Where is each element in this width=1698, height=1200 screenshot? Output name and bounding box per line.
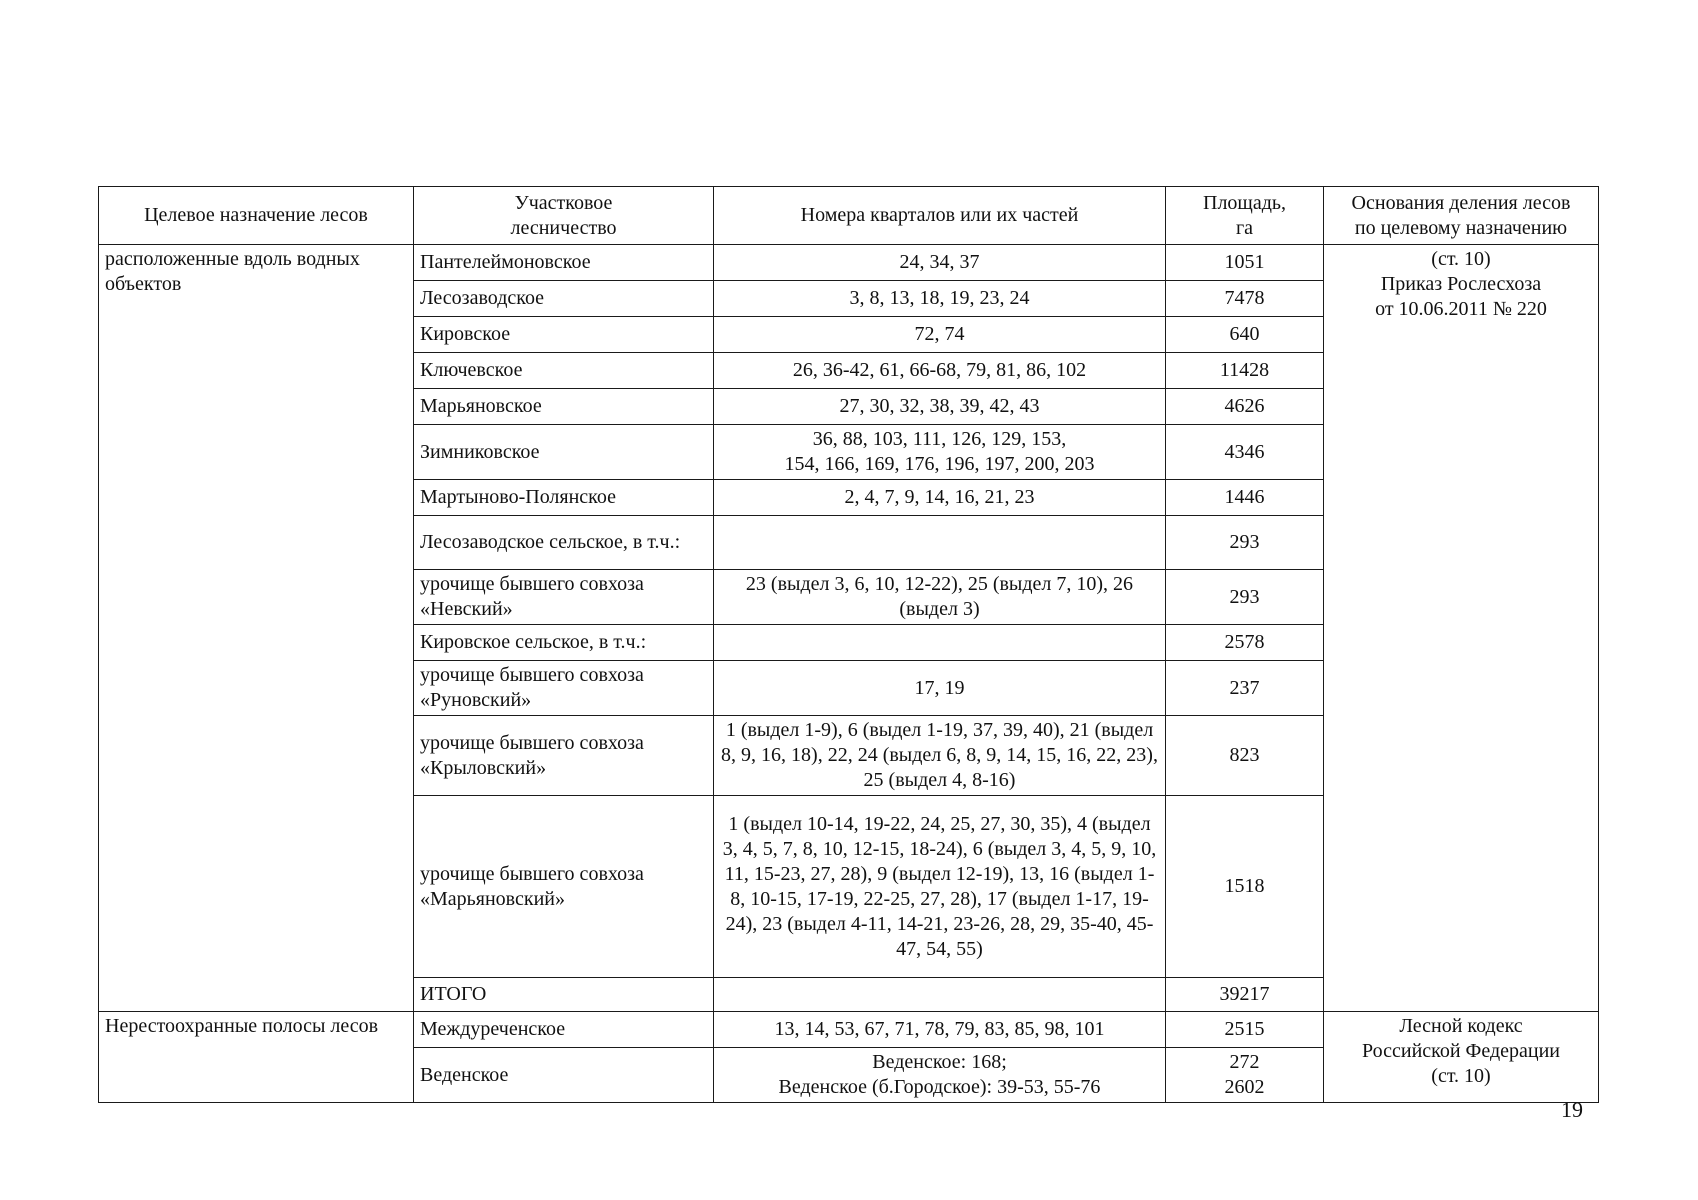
quarters-cell: 24, 34, 37 (714, 245, 1166, 281)
area-cell: 640 (1166, 317, 1324, 353)
header-area: Площадь, га (1166, 187, 1324, 245)
forestry-cell: урочище бывшего совхоза «Марьяновский» (414, 796, 714, 978)
quarters-cell: 26, 36-42, 61, 66-68, 79, 81, 86, 102 (714, 353, 1166, 389)
forestry-cell: Веденское (414, 1048, 714, 1103)
area-cell: 1518 (1166, 796, 1324, 978)
area-cell: 293 (1166, 570, 1324, 625)
header-forestry: Участковое лесничество (414, 187, 714, 245)
forestry-cell: Лесозаводское (414, 281, 714, 317)
page-number: 19 (1561, 1097, 1583, 1122)
area-cell: 7478 (1166, 281, 1324, 317)
header-quarters: Номера кварталов или их частей (714, 187, 1166, 245)
area-cell: 293 (1166, 516, 1324, 570)
area-cell: 4346 (1166, 425, 1324, 480)
forestry-cell: урочище бывшего совхоза «Невский» (414, 570, 714, 625)
forestry-cell: Пантелеймоновское (414, 245, 714, 281)
total-label: ИТОГО (414, 978, 714, 1012)
quarters-cell: 1 (выдел 10-14, 19-22, 24, 25, 27, 30, 35), 4 (выдел 3, 4, 5, 7, 8, 10, 12-15, 18-24), 6 (выдел 3, 4, 5, 9, 10, 11, 15-23, 27, 28), 9 (выдел 12-19), 13, 16 (выдел 1-8, 10-15, 17-19, 22-25, 27, 28), 17 (выдел 1-17, 19-24), 23 (выдел 4-11, 14-21, 23-26, 28, 29, 35-40, 45-47, 54, 55) (714, 796, 1166, 978)
area-cell: 4626 (1166, 389, 1324, 425)
area-cell: 272 2602 (1166, 1048, 1324, 1103)
quarters-cell: 36, 88, 103, 111, 126, 129, 153, 154, 166, 169, 176, 196, 197, 200, 203 (714, 425, 1166, 480)
total-area: 39217 (1166, 978, 1324, 1012)
forest-purpose-table (98, 186, 1599, 1103)
purpose-water-objects: расположенные вдоль водных объектов (99, 245, 414, 1012)
quarters-cell: 1 (выдел 1-9), 6 (выдел 1-19, 37, 39, 40), 21 (выдел 8, 9, 16, 18), 22, 24 (выдел 6, 8, 9, 14, 15, 16, 22, 23), 25 (выдел 4, 8-16) (714, 716, 1166, 796)
forestry-cell: Кировское сельское, в т.ч.: (414, 625, 714, 661)
area-cell: 2578 (1166, 625, 1324, 661)
table-row (99, 245, 1599, 281)
quarters-cell (714, 625, 1166, 661)
forestry-cell: урочище бывшего совхоза «Руновский» (414, 661, 714, 716)
area-cell: 1051 (1166, 245, 1324, 281)
forestry-cell: Ключевское (414, 353, 714, 389)
quarters-cell: 23 (выдел 3, 6, 10, 12-22), 25 (выдел 7, 10), 26 (выдел 3) (714, 570, 1166, 625)
quarters-cell: 2, 4, 7, 9, 14, 16, 21, 23 (714, 480, 1166, 516)
table-row (99, 1012, 1599, 1048)
forestry-cell: Кировское (414, 317, 714, 353)
area-cell: 823 (1166, 716, 1324, 796)
area-cell: 1446 (1166, 480, 1324, 516)
forestry-cell: урочище бывшего совхоза «Крыловский» (414, 716, 714, 796)
quarters-cell (714, 516, 1166, 570)
quarters-cell (714, 978, 1166, 1012)
forestry-cell: Лесозаводское сельское, в т.ч.: (414, 516, 714, 570)
forestry-cell: Зимниковское (414, 425, 714, 480)
header-purpose: Целевое назначение лесов (99, 187, 414, 245)
purpose-spawning-strips: Нерестоохранные полосы лесов (99, 1012, 414, 1103)
forestry-cell: Мартыново-Полянское (414, 480, 714, 516)
table-header-row (99, 187, 1599, 245)
basis-forest-code: Лесной кодекс Российской Федерации (ст. 10) (1324, 1012, 1599, 1103)
quarters-cell: 72, 74 (714, 317, 1166, 353)
quarters-cell: Веденское: 168; Веденское (б.Городское): 39-53, 55-76 (714, 1048, 1166, 1103)
area-cell: 2515 (1166, 1012, 1324, 1048)
header-basis: Основания деления лесов по целевому назначению (1324, 187, 1599, 245)
area-cell: 11428 (1166, 353, 1324, 389)
basis-order-rosleskhoz: (ст. 10) Приказ Рослесхоза от 10.06.2011 № 220 (1324, 245, 1599, 1012)
quarters-cell: 13, 14, 53, 67, 71, 78, 79, 83, 85, 98, 101 (714, 1012, 1166, 1048)
quarters-cell: 3, 8, 13, 18, 19, 23, 24 (714, 281, 1166, 317)
area-cell: 237 (1166, 661, 1324, 716)
quarters-cell: 27, 30, 32, 38, 39, 42, 43 (714, 389, 1166, 425)
forestry-cell: Междуреченское (414, 1012, 714, 1048)
quarters-cell: 17, 19 (714, 661, 1166, 716)
forestry-cell: Марьяновское (414, 389, 714, 425)
